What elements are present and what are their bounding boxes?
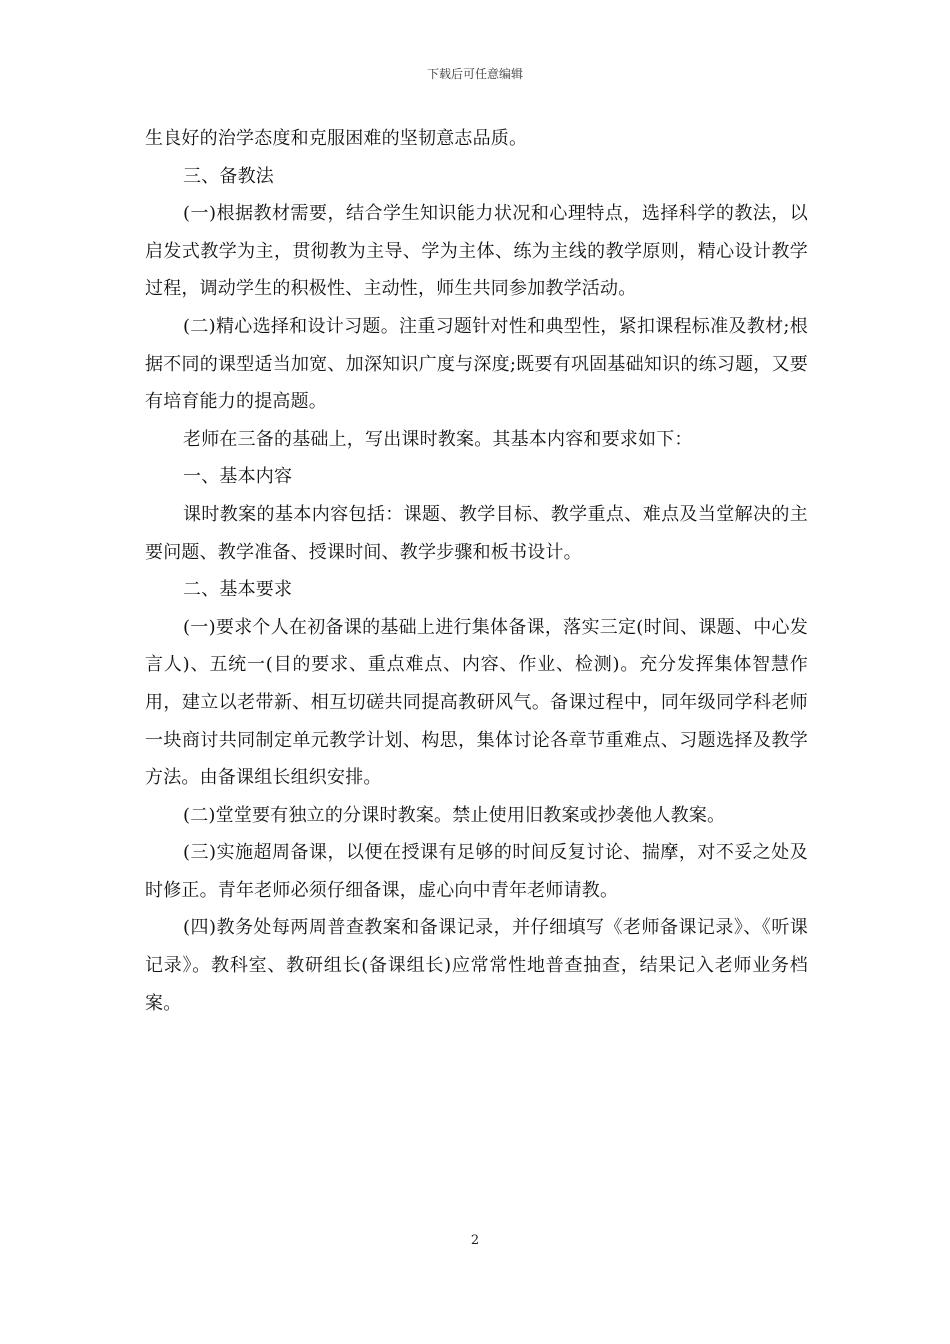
- paragraph-requirement-3: (三)实施超周备课，以便在授课有足够的时间反复讨论、揣摩，对不妥之处及时修正。青年老师必须仔细备课，虚心向中青年老师请教。: [145, 842, 808, 901]
- page-header: 下载后可任意编辑: [426, 67, 523, 81]
- paragraph-methods-2: (二)精心选择和设计习题。注重习题针对性和典型性，紧扣课程标准及教材;根据不同的课型适当加宽、加深知识广度与深度;既要有巩固基础知识的练习题，又要有培育能力的提高题。: [145, 315, 808, 413]
- paragraph-continuation: 生良好的治学态度和克服困难的坚韧意志品质。: [145, 128, 528, 149]
- section-heading-teaching-methods: 三、备教法: [183, 165, 274, 187]
- paragraph-requirement-2: (二)堂堂要有独立的分课时教案。禁止使用旧教案或抄袭他人教案。: [183, 804, 726, 826]
- section-heading-basic-content: 一、基本内容: [183, 466, 293, 488]
- paragraph-lesson-plan-intro: 老师在三备的基础上，写出课时教案。其基本内容和要求如下：: [183, 428, 693, 450]
- paragraph-basic-content: 课时教案的基本内容包括：课题、教学目标、教学重点、难点及当堂解决的主要问题、教学准备、授课时间、教学步骤和板书设计。: [145, 503, 808, 563]
- section-heading-basic-requirements: 二、基本要求: [183, 579, 293, 601]
- paragraph-requirement-4: (四)教务处每两周普查教案和备课记录，并仔细填写《老师备课记录》、《听课记录》。教科室、教研组长(备课组长)应常常性地普查抽查，结果记入老师业务档案。: [145, 917, 808, 1014]
- paragraph-requirement-1: (一)要求个人在初备课的基础上进行集体备课，落实三定(时间、课题、中心发言人)、五统一(目的要求、重点难点、内容、作业、检测)。充分发挥集体智慧作用，建立以老带新、相互切磋共同提高教研风气。备课过程中，同年级同学科老师一块商讨共同制定单元教学计划、构思，集体讨论各章节重难点、习题选择及教学方法。由备课组长组织安排。: [145, 616, 808, 789]
- document-body: [145, 120, 808, 1022]
- page-number: 2: [470, 1233, 480, 1248]
- paragraph-methods-1: (一)根据教材需要，结合学生知识能力状况和心理特点，选择科学的教法，以启发式教学为主，贯彻教为主导、学为主体、练为主线的教学原则，精心设计教学过程，调动学生的积极性、主动性，师生共同参加教学活动。: [145, 203, 808, 300]
